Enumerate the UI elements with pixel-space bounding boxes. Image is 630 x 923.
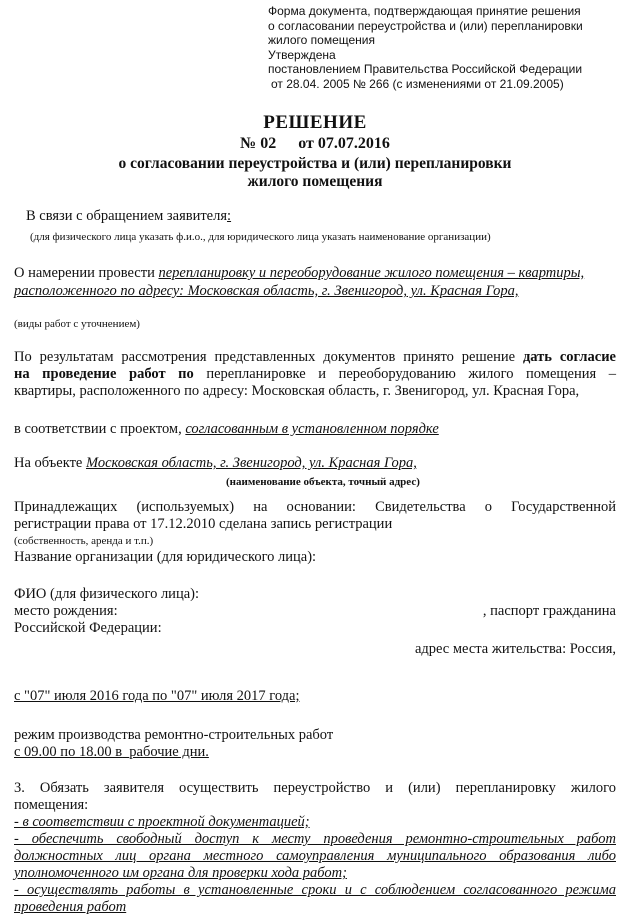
header-line: Форма документа, подтверждающая принятие решения	[268, 4, 581, 18]
decision-date: от 07.07.2016	[298, 135, 390, 152]
header-line: от 28.04. 2005 № 266 (с изменениями от 21.09.2005)	[271, 76, 564, 91]
decision-bold: дать согласие	[522, 349, 616, 365]
header-line: постановлением Правительства Российской Федерации	[268, 62, 583, 77]
subtitle-line-2: жилого помещения	[247, 173, 383, 190]
project-value: согласованным в установленном порядке	[185, 421, 439, 437]
applicant-note: (для физического лица указать ф.и.о., для юридического лица указать наименование организации)	[30, 231, 491, 243]
address-label: адрес места жительства: Россия,	[414, 641, 616, 657]
form-header	[268, 4, 623, 92]
header-line: Утверждена	[268, 47, 336, 62]
intent-note: (виды работ с уточнением)	[14, 318, 140, 330]
obligation-item: - в соответствии с проектной документацией;	[14, 814, 310, 830]
decision-text-2: перепланировке и переоборудованию жилого помещения –	[206, 366, 616, 382]
ownership-line-1: Принадлежащих (используемых) на основании: Свидетельства о Государственной	[14, 499, 616, 515]
ownership-paragraph	[14, 499, 616, 533]
intent-line-1	[14, 265, 584, 282]
object-note: (наименование объекта, точный адрес)	[226, 476, 420, 488]
intent-value-1: перепланировку и переоборудование жилого помещения – квартиры,	[158, 265, 585, 281]
federation-label: Российской Федерации:	[14, 620, 162, 636]
object-value: Московская область, г. Звенигород, ул. Красная Гора,	[85, 455, 417, 471]
obligations-line-2: помещения:	[14, 797, 89, 813]
decision-line-2	[14, 366, 616, 383]
header-line: жилого помещения	[268, 33, 375, 48]
decision-bold-2: на проведение работ по	[14, 366, 194, 382]
subtitle-line-1: о согласовании переустройства и (или) перепланировки	[118, 155, 512, 172]
organization-label: Название организации (для юридического лица):	[14, 549, 317, 565]
applicant-text: В связи с обращением заявителя	[26, 208, 228, 224]
work-mode-line-2	[14, 744, 209, 761]
document-title: РЕШЕНИЕ	[263, 112, 367, 133]
decision-line-3: квартиры, расположенного по адресу: Московская область, г. Звенигород, ул. Красная Гора,	[14, 383, 580, 399]
decision-number-date	[0, 135, 630, 153]
work-mode-line-1: режим производства ремонтно-строительных работ	[14, 727, 334, 743]
fio-label: ФИО (для физического лица):	[14, 586, 199, 602]
object-lead: На объекте	[14, 455, 83, 471]
decision-number: № 02	[240, 135, 277, 152]
ownership-line-2: регистрации права от 17.12.2010 сделана запись регистрации	[14, 516, 393, 532]
project-line	[14, 421, 439, 438]
object-line	[14, 455, 417, 472]
obligations-line-1: 3. Обязать заявителя осуществить переустройство и (или) перепланировку жилого	[14, 780, 616, 796]
obligation-item: - обеспечить свободный доступ к месту проведения ремонтно-строительных работ	[14, 831, 616, 847]
obligation-item: уполномоченного им органа для проверки хода работ;	[14, 865, 347, 881]
applicant-colon: :	[227, 208, 232, 224]
work-hours: с 09.00 по 18.00 в	[14, 744, 123, 760]
obligations-paragraph	[14, 780, 616, 916]
obligation-item: проведения работ	[14, 899, 127, 915]
intent-lead: О намерении провести	[14, 265, 155, 281]
birthplace-label: место рождения:	[14, 603, 118, 619]
work-days: рабочие дни.	[129, 744, 209, 760]
passport-label: , паспорт гражданина	[482, 603, 616, 619]
obligation-item: - осуществлять работы в установленные сроки и с соблюдением согласованного режима	[14, 882, 616, 898]
decision-paragraph	[14, 349, 616, 400]
header-line: о согласовании переустройства и (или) перепланировки	[268, 18, 583, 33]
applicant-line	[26, 208, 231, 225]
ownership-note: (собственность, аренда и т.п.)	[14, 535, 154, 547]
project-lead: в соответствии с проектом,	[14, 421, 182, 437]
obligation-item: должностных лиц органа местного самоуправления муниципального образования либо	[14, 848, 616, 864]
intent-line-2: расположенного по адресу: Московская область, г. Звенигород, ул. Красная Гора,	[14, 283, 519, 299]
period-line: с "07" июля 2016 года по "07" июля 2017 года;	[14, 688, 300, 704]
decision-text: По результатам рассмотрения представленных документов принято решение	[14, 349, 516, 365]
decision-line-1	[14, 349, 616, 366]
document-subtitle	[0, 155, 630, 191]
